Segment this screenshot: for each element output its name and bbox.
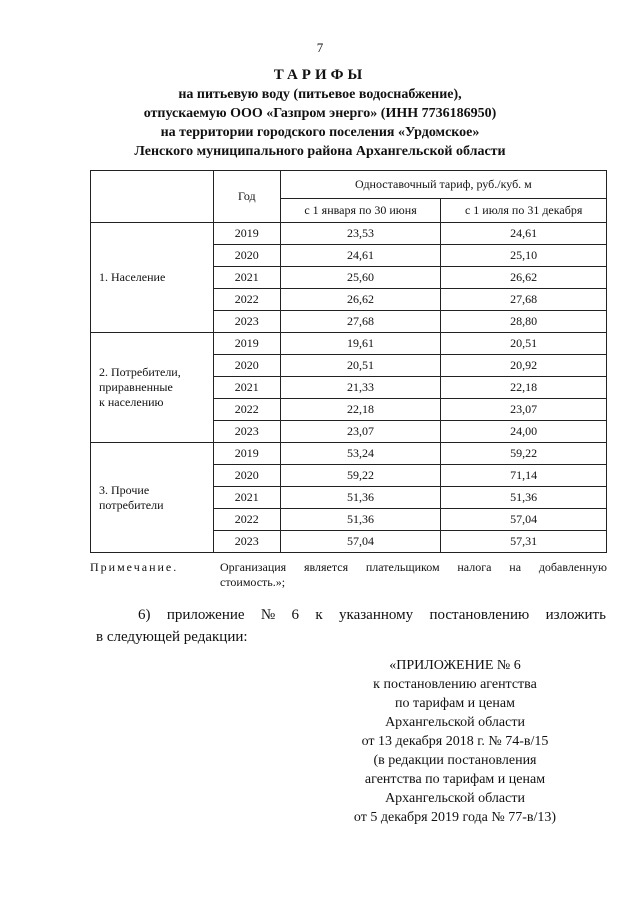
year-cell: 2020 xyxy=(213,355,280,377)
year-cell: 2021 xyxy=(213,267,280,289)
group-label-line: 1. Население xyxy=(99,270,166,284)
appendix-line: по тарифам и ценам xyxy=(395,696,515,711)
year-cell: 2022 xyxy=(213,509,280,531)
appendix-line: агентства по тарифам и ценам xyxy=(364,772,546,787)
group-label-line: потребители xyxy=(99,497,164,512)
tariff-period-2-cell: 71,14 xyxy=(441,465,607,487)
appendix-line: Архангельской области xyxy=(385,791,525,806)
year-cell: 2021 xyxy=(213,487,280,509)
appendix-line: (в редакции постановления xyxy=(373,753,537,768)
year-cell: 2019 xyxy=(213,443,280,465)
page-number: 7 xyxy=(316,40,324,55)
year-cell: 2022 xyxy=(213,289,280,311)
group-label-line: к населению xyxy=(99,395,164,409)
tariff-period-2-cell: 24,00 xyxy=(441,421,607,443)
year-cell: 2019 xyxy=(213,333,280,355)
tariff-period-1-cell: 59,22 xyxy=(280,465,441,487)
tariff-period-2-cell: 23,07 xyxy=(441,399,607,421)
tariff-period-2-cell: 59,22 xyxy=(441,443,607,465)
group-label-line: приравненные xyxy=(99,380,173,394)
tariff-period-1-cell: 25,60 xyxy=(280,267,441,289)
appendix-header xyxy=(320,656,590,827)
header-period-2: с 1 июля по 31 декабря xyxy=(441,199,607,223)
document-title xyxy=(40,66,600,161)
paragraph-word: постановлению xyxy=(429,607,530,623)
tariff-period-1-cell: 23,53 xyxy=(280,223,441,245)
tariff-period-1-cell: 51,36 xyxy=(280,509,441,531)
paragraph-word: 6) xyxy=(138,607,151,623)
title-main: ТАРИФЫ xyxy=(273,67,367,83)
tariff-period-1-cell: 53,24 xyxy=(280,443,441,465)
header-empty xyxy=(91,171,214,223)
paragraph-word: указанному xyxy=(339,607,414,623)
table-row xyxy=(91,223,607,245)
table-row xyxy=(91,333,607,355)
consumer-group-label xyxy=(91,443,214,553)
group-label-line: 3. Прочие xyxy=(99,482,150,497)
tariff-table xyxy=(90,170,607,553)
tariff-period-2-cell: 28,80 xyxy=(441,311,607,333)
tariff-period-2-cell: 24,61 xyxy=(441,223,607,245)
paragraph-line xyxy=(96,604,606,626)
header-period-1: с 1 января по 30 июня xyxy=(280,199,441,223)
appendix-line: «ПРИЛОЖЕНИЕ № 6 xyxy=(389,658,521,673)
tariff-period-2-cell: 27,68 xyxy=(441,289,607,311)
year-cell: 2023 xyxy=(213,421,280,443)
year-cell: 2020 xyxy=(213,465,280,487)
title-line: на питьевую воду (питьевое водоснабжение), xyxy=(178,87,462,102)
paragraph-line: в следующей редакции: xyxy=(96,629,248,645)
tariff-period-1-cell: 23,07 xyxy=(280,421,441,443)
note-text: Организация является плательщиком налога на добавленную xyxy=(220,560,607,574)
appendix-line: от 5 декабря 2019 года № 77-в/13) xyxy=(353,810,557,825)
title-line: на территории городского поселения «Урдомское» xyxy=(160,125,480,140)
year-cell: 2022 xyxy=(213,399,280,421)
tariff-period-1-cell: 21,33 xyxy=(280,377,441,399)
header-tariff: Одноставочный тариф, руб./куб. м xyxy=(280,171,606,199)
tariff-period-2-cell: 20,51 xyxy=(441,333,607,355)
appendix-line: Архангельской области xyxy=(385,715,525,730)
paragraph-word: 6 xyxy=(291,607,300,623)
year-cell: 2019 xyxy=(213,223,280,245)
tariff-period-2-cell: 26,62 xyxy=(441,267,607,289)
year-cell: 2023 xyxy=(213,531,280,553)
consumer-group-label xyxy=(91,223,214,333)
tariff-period-1-cell: 27,68 xyxy=(280,311,441,333)
title-line: отпускаемую ООО «Газпром энерго» (ИНН 7736186950) xyxy=(143,106,497,121)
tariff-period-2-cell: 20,92 xyxy=(441,355,607,377)
note-label: Примечание. xyxy=(90,560,179,574)
tariff-period-1-cell: 26,62 xyxy=(280,289,441,311)
tariff-period-2-cell: 57,04 xyxy=(441,509,607,531)
tariff-period-2-cell: 25,10 xyxy=(441,245,607,267)
table-row xyxy=(91,443,607,465)
year-cell: 2020 xyxy=(213,245,280,267)
header-year: Год xyxy=(213,171,280,223)
paragraph-word: изложить xyxy=(545,607,606,623)
tariff-period-1-cell: 19,61 xyxy=(280,333,441,355)
amendment-paragraph xyxy=(96,604,606,648)
year-cell: 2021 xyxy=(213,377,280,399)
year-cell: 2023 xyxy=(213,311,280,333)
tariff-period-2-cell: 57,31 xyxy=(441,531,607,553)
paragraph-word: № xyxy=(260,607,276,623)
title-line: Ленского муниципального района Архангельской области xyxy=(134,144,506,159)
group-label-line: 2. Потребители, xyxy=(99,365,181,379)
paragraph-word: приложение xyxy=(166,607,245,623)
tariff-period-1-cell: 51,36 xyxy=(280,487,441,509)
note-text-continued: стоимость.»; xyxy=(220,575,286,589)
tariff-period-2-cell: 22,18 xyxy=(441,377,607,399)
appendix-line: от 13 декабря 2018 г. № 74-в/15 xyxy=(361,734,549,749)
appendix-line: к постановлению агентства xyxy=(373,677,537,692)
tariff-period-1-cell: 57,04 xyxy=(280,531,441,553)
tariff-period-1-cell: 24,61 xyxy=(280,245,441,267)
tariff-period-1-cell: 22,18 xyxy=(280,399,441,421)
tariff-period-1-cell: 20,51 xyxy=(280,355,441,377)
tariff-period-2-cell: 51,36 xyxy=(441,487,607,509)
paragraph-word: к xyxy=(315,607,323,623)
consumer-group-label xyxy=(91,333,214,443)
